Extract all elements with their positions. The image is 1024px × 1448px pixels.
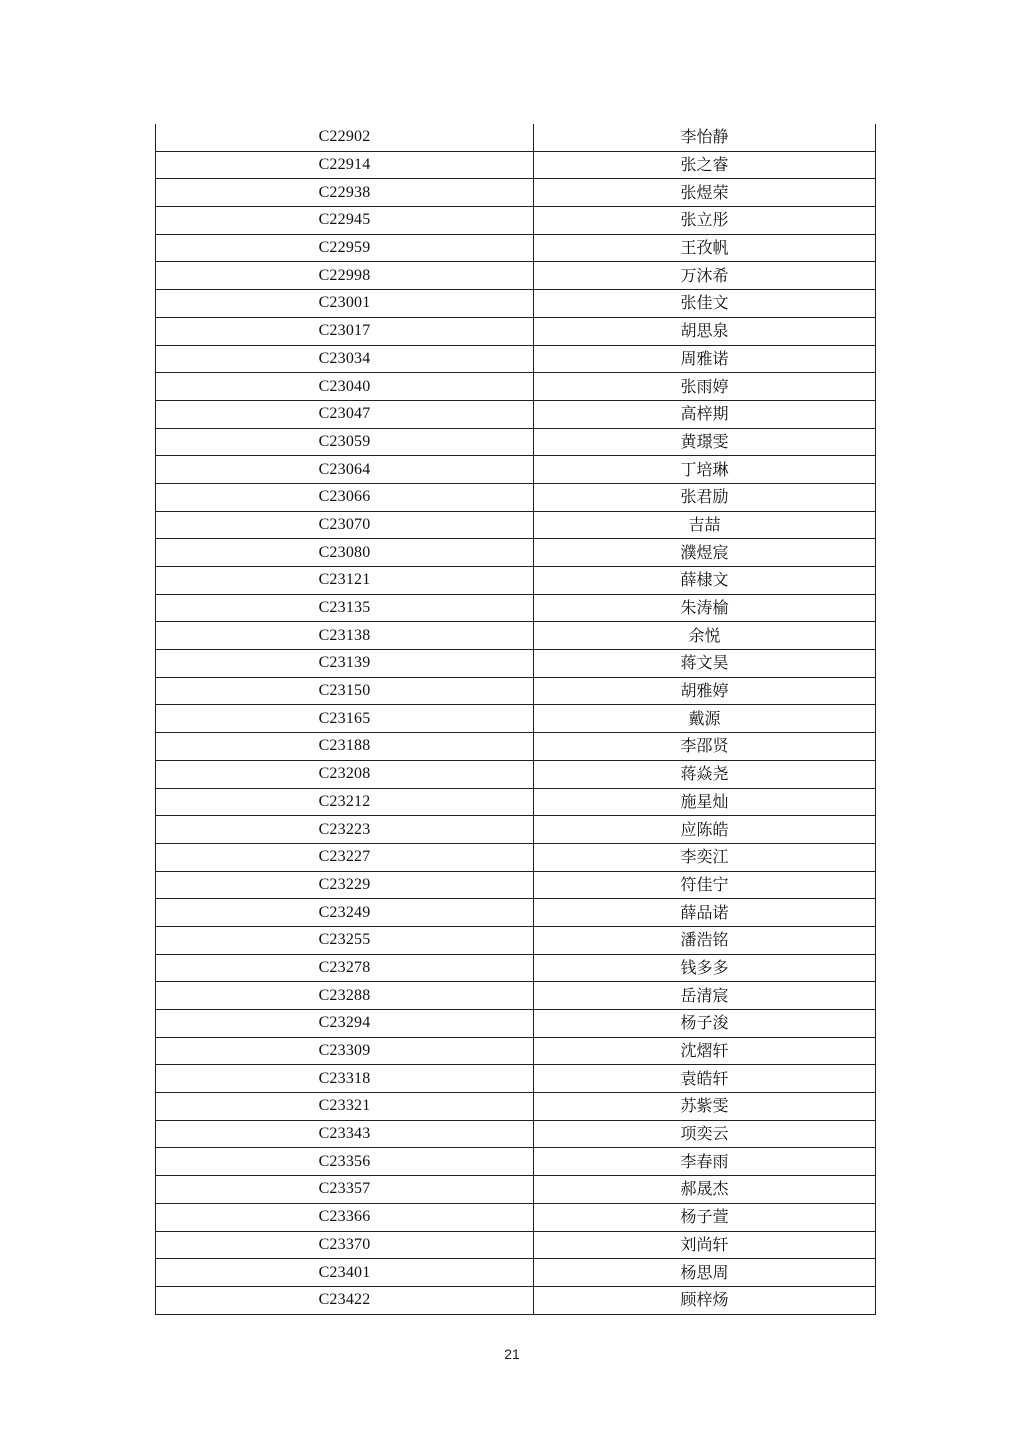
candidate-name-cell: 张煜荣 (534, 179, 876, 207)
candidate-name-cell: 刘尚轩 (534, 1231, 876, 1259)
table-row (156, 1176, 876, 1204)
table-row (156, 373, 876, 401)
candidate-id-cell: C23309 (156, 1037, 534, 1065)
table-row (156, 567, 876, 595)
table-row (156, 982, 876, 1010)
candidate-name-cell: 王孜帆 (534, 234, 876, 262)
candidate-name-cell: 袁皓轩 (534, 1065, 876, 1093)
candidate-id-cell: C23212 (156, 788, 534, 816)
table-row (156, 871, 876, 899)
candidate-name-cell: 胡思泉 (534, 317, 876, 345)
candidate-name-cell: 黄璟雯 (534, 428, 876, 456)
candidate-name-cell: 岳清宸 (534, 982, 876, 1010)
candidate-id-cell: C23294 (156, 1010, 534, 1038)
candidate-name-cell: 吉喆 (534, 511, 876, 539)
table-row (156, 539, 876, 567)
table-row (156, 677, 876, 705)
table-row (156, 733, 876, 761)
candidate-name-cell: 沈熠轩 (534, 1037, 876, 1065)
candidate-id-cell: C23017 (156, 317, 534, 345)
candidate-id-cell: C23278 (156, 954, 534, 982)
candidate-id-cell: C22914 (156, 151, 534, 179)
candidate-id-cell: C23066 (156, 483, 534, 511)
candidate-id-cell: C22998 (156, 262, 534, 290)
table-row (156, 843, 876, 871)
table-row (156, 262, 876, 290)
table-row (156, 428, 876, 456)
candidate-name-cell: 周雅诺 (534, 345, 876, 373)
candidate-id-cell: C23249 (156, 899, 534, 927)
candidate-name-cell: 李怡静 (534, 124, 876, 151)
candidate-id-cell: C23080 (156, 539, 534, 567)
table-row (156, 954, 876, 982)
candidate-id-cell: C23356 (156, 1148, 534, 1176)
candidate-name-cell: 苏紫雯 (534, 1093, 876, 1121)
table-row (156, 234, 876, 262)
candidate-id-cell: C23366 (156, 1203, 534, 1231)
roster-table-body (156, 124, 876, 1314)
table-row (156, 760, 876, 788)
candidate-id-cell: C22938 (156, 179, 534, 207)
candidate-name-cell: 胡雅婷 (534, 677, 876, 705)
page-number: 21 (504, 1346, 520, 1362)
table-row (156, 290, 876, 318)
table-row (156, 124, 876, 151)
table-row (156, 1037, 876, 1065)
table-row (156, 594, 876, 622)
table-row (156, 511, 876, 539)
table-row (156, 1148, 876, 1176)
candidate-id-cell: C22945 (156, 207, 534, 235)
table-row (156, 1286, 876, 1314)
candidate-name-cell: 张之睿 (534, 151, 876, 179)
candidate-id-cell: C23121 (156, 567, 534, 595)
candidate-name-cell: 蒋文昊 (534, 650, 876, 678)
table-row (156, 926, 876, 954)
table-row (156, 483, 876, 511)
candidate-id-cell: C23288 (156, 982, 534, 1010)
candidate-name-cell: 郝晟杰 (534, 1176, 876, 1204)
candidate-id-cell: C23001 (156, 290, 534, 318)
table-row (156, 816, 876, 844)
table-row (156, 151, 876, 179)
table-row (156, 899, 876, 927)
candidate-id-cell: C23401 (156, 1259, 534, 1287)
candidate-name-cell: 张立彤 (534, 207, 876, 235)
candidate-name-cell: 施星灿 (534, 788, 876, 816)
candidate-id-cell: C23318 (156, 1065, 534, 1093)
candidate-id-cell: C23255 (156, 926, 534, 954)
candidate-id-cell: C23229 (156, 871, 534, 899)
table-row (156, 179, 876, 207)
table-row (156, 1120, 876, 1148)
candidate-name-cell: 项奕云 (534, 1120, 876, 1148)
candidate-name-cell: 杨子萱 (534, 1203, 876, 1231)
candidate-name-cell: 潘浩铭 (534, 926, 876, 954)
table-row (156, 345, 876, 373)
candidate-id-cell: C23165 (156, 705, 534, 733)
candidate-id-cell: C23357 (156, 1176, 534, 1204)
candidate-id-cell: C23150 (156, 677, 534, 705)
candidate-name-cell: 顾梓炀 (534, 1286, 876, 1314)
candidate-name-cell: 李春雨 (534, 1148, 876, 1176)
candidate-name-cell: 薛棣文 (534, 567, 876, 595)
candidate-id-cell: C23343 (156, 1120, 534, 1148)
candidate-name-cell: 钱多多 (534, 954, 876, 982)
table-row (156, 317, 876, 345)
table-row (156, 622, 876, 650)
candidate-name-cell: 符佳宁 (534, 871, 876, 899)
candidate-id-cell: C23227 (156, 843, 534, 871)
candidate-id-cell: C23138 (156, 622, 534, 650)
candidate-name-cell: 张佳文 (534, 290, 876, 318)
candidate-name-cell: 张君励 (534, 483, 876, 511)
table-row (156, 1259, 876, 1287)
candidate-id-cell: C23070 (156, 511, 534, 539)
candidate-id-cell: C23047 (156, 400, 534, 428)
candidate-name-cell: 濮煜宸 (534, 539, 876, 567)
table-row (156, 1065, 876, 1093)
candidate-id-cell: C23135 (156, 594, 534, 622)
candidate-name-cell: 李邵贤 (534, 733, 876, 761)
candidate-id-cell: C23059 (156, 428, 534, 456)
table-row (156, 207, 876, 235)
roster-table (155, 124, 876, 1315)
candidate-name-cell: 张雨婷 (534, 373, 876, 401)
candidate-name-cell: 戴源 (534, 705, 876, 733)
candidate-id-cell: C23188 (156, 733, 534, 761)
candidate-name-cell: 杨子浚 (534, 1010, 876, 1038)
candidate-id-cell: C22902 (156, 124, 534, 151)
table-row (156, 1231, 876, 1259)
candidate-id-cell: C23370 (156, 1231, 534, 1259)
candidate-id-cell: C23040 (156, 373, 534, 401)
candidate-name-cell: 应陈皓 (534, 816, 876, 844)
candidate-name-cell: 余悦 (534, 622, 876, 650)
table-row (156, 1093, 876, 1121)
candidate-name-cell: 万沐希 (534, 262, 876, 290)
candidate-name-cell: 蒋焱尧 (534, 760, 876, 788)
table-row (156, 788, 876, 816)
candidate-name-cell: 薛品诺 (534, 899, 876, 927)
candidate-name-cell: 丁培琳 (534, 456, 876, 484)
candidate-name-cell: 高梓期 (534, 400, 876, 428)
candidate-id-cell: C23034 (156, 345, 534, 373)
candidate-name-cell: 李奕江 (534, 843, 876, 871)
candidate-id-cell: C23064 (156, 456, 534, 484)
table-row (156, 705, 876, 733)
candidate-id-cell: C23223 (156, 816, 534, 844)
table-row (156, 400, 876, 428)
table-row (156, 1203, 876, 1231)
table-row (156, 456, 876, 484)
candidate-name-cell: 杨思周 (534, 1259, 876, 1287)
table-row (156, 1010, 876, 1038)
candidate-id-cell: C23321 (156, 1093, 534, 1121)
candidate-id-cell: C23139 (156, 650, 534, 678)
candidate-id-cell: C23422 (156, 1286, 534, 1314)
candidate-id-cell: C22959 (156, 234, 534, 262)
candidate-id-cell: C23208 (156, 760, 534, 788)
table-row (156, 650, 876, 678)
candidate-name-cell: 朱涛榆 (534, 594, 876, 622)
